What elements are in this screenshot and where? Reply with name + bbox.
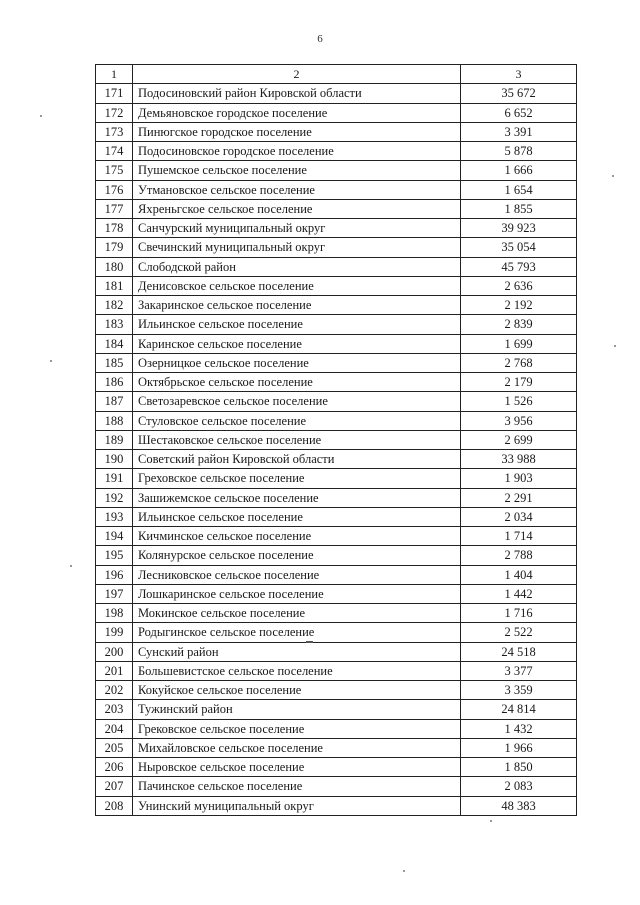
row-name-cell: Свечинский муниципальный округ bbox=[133, 238, 461, 257]
row-value-cell: 1 404 bbox=[461, 565, 577, 584]
row-number-cell: 184 bbox=[96, 334, 133, 353]
row-number-cell: 175 bbox=[96, 161, 133, 180]
row-name-cell: Мокинское сельское поселение bbox=[133, 604, 461, 623]
table-row bbox=[96, 700, 577, 719]
row-name-cell: Греховское сельское поселение bbox=[133, 469, 461, 488]
table-row bbox=[96, 411, 577, 430]
row-number-cell: 193 bbox=[96, 507, 133, 526]
row-name-cell: Пинюгское городское поселение bbox=[133, 122, 461, 141]
row-name-cell: Сунский район bbox=[133, 642, 461, 661]
row-value-cell: 1 654 bbox=[461, 180, 577, 199]
row-value-cell: 1 666 bbox=[461, 161, 577, 180]
row-value-cell: 1 966 bbox=[461, 738, 577, 757]
row-number-cell: 196 bbox=[96, 565, 133, 584]
scan-speck bbox=[403, 870, 405, 872]
row-number-cell: 187 bbox=[96, 392, 133, 411]
row-number-cell: 173 bbox=[96, 122, 133, 141]
row-value-cell: 2 034 bbox=[461, 507, 577, 526]
scan-speck bbox=[40, 115, 42, 117]
row-value-cell: 48 383 bbox=[461, 796, 577, 815]
row-value-cell: 2 788 bbox=[461, 546, 577, 565]
row-number-cell: 176 bbox=[96, 180, 133, 199]
row-value-cell: 2 291 bbox=[461, 488, 577, 507]
row-name-cell: Слободской район bbox=[133, 257, 461, 276]
table-row bbox=[96, 296, 577, 315]
row-name-cell: Кичминское сельское поселение bbox=[133, 527, 461, 546]
row-name-cell: Колянурское сельское поселение bbox=[133, 546, 461, 565]
table-row bbox=[96, 527, 577, 546]
data-table bbox=[95, 64, 577, 816]
row-name-cell: Зашижемское сельское поселение bbox=[133, 488, 461, 507]
row-number-cell: 199 bbox=[96, 623, 133, 642]
row-name-cell: Кокуйское сельское поселение bbox=[133, 681, 461, 700]
row-value-cell: 3 359 bbox=[461, 681, 577, 700]
row-number-cell: 171 bbox=[96, 84, 133, 103]
row-value-cell: 1 432 bbox=[461, 719, 577, 738]
row-value-cell: 24 814 bbox=[461, 700, 577, 719]
column-header-name: 2 bbox=[133, 65, 461, 84]
scan-mark bbox=[306, 641, 313, 643]
row-value-cell: 2 192 bbox=[461, 296, 577, 315]
row-name-cell: Тужинский район bbox=[133, 700, 461, 719]
row-value-cell: 6 652 bbox=[461, 103, 577, 122]
row-number-cell: 179 bbox=[96, 238, 133, 257]
row-value-cell: 2 839 bbox=[461, 315, 577, 334]
row-value-cell: 39 923 bbox=[461, 219, 577, 238]
row-name-cell: Санчурский муниципальный округ bbox=[133, 219, 461, 238]
row-number-cell: 205 bbox=[96, 738, 133, 757]
row-number-cell: 207 bbox=[96, 777, 133, 796]
row-number-cell: 204 bbox=[96, 719, 133, 738]
row-value-cell: 1 716 bbox=[461, 604, 577, 623]
row-number-cell: 181 bbox=[96, 276, 133, 295]
row-name-cell: Закаринское сельское поселение bbox=[133, 296, 461, 315]
table-row bbox=[96, 219, 577, 238]
row-number-cell: 195 bbox=[96, 546, 133, 565]
row-value-cell: 1 855 bbox=[461, 199, 577, 218]
row-value-cell: 2 083 bbox=[461, 777, 577, 796]
column-header-value: 3 bbox=[461, 65, 577, 84]
row-name-cell: Грековское сельское поселение bbox=[133, 719, 461, 738]
table-row bbox=[96, 546, 577, 565]
table-row bbox=[96, 353, 577, 372]
row-number-cell: 190 bbox=[96, 450, 133, 469]
row-value-cell: 1 442 bbox=[461, 584, 577, 603]
table-row bbox=[96, 604, 577, 623]
row-number-cell: 201 bbox=[96, 661, 133, 680]
row-name-cell: Ильинское сельское поселение bbox=[133, 507, 461, 526]
table-row bbox=[96, 122, 577, 141]
row-value-cell: 2 179 bbox=[461, 373, 577, 392]
table-row bbox=[96, 103, 577, 122]
table-row bbox=[96, 661, 577, 680]
row-name-cell: Пачинское сельское поселение bbox=[133, 777, 461, 796]
row-value-cell: 2 768 bbox=[461, 353, 577, 372]
table-row bbox=[96, 334, 577, 353]
row-name-cell: Ныровское сельское поселение bbox=[133, 758, 461, 777]
table-row bbox=[96, 507, 577, 526]
scan-speck bbox=[614, 345, 616, 347]
scan-speck bbox=[50, 360, 52, 362]
row-value-cell: 35 672 bbox=[461, 84, 577, 103]
row-number-cell: 186 bbox=[96, 373, 133, 392]
row-number-cell: 192 bbox=[96, 488, 133, 507]
row-value-cell: 33 988 bbox=[461, 450, 577, 469]
row-number-cell: 203 bbox=[96, 700, 133, 719]
row-name-cell: Демьяновское городское поселение bbox=[133, 103, 461, 122]
row-name-cell: Октябрьское сельское поселение bbox=[133, 373, 461, 392]
row-name-cell: Шестаковское сельское поселение bbox=[133, 430, 461, 449]
table-row bbox=[96, 450, 577, 469]
row-value-cell: 2 522 bbox=[461, 623, 577, 642]
row-number-cell: 202 bbox=[96, 681, 133, 700]
scan-speck bbox=[490, 820, 492, 822]
table-row bbox=[96, 719, 577, 738]
table-row bbox=[96, 180, 577, 199]
row-name-cell: Светозаревское сельское поселение bbox=[133, 392, 461, 411]
row-name-cell: Михайловское сельское поселение bbox=[133, 738, 461, 757]
row-number-cell: 183 bbox=[96, 315, 133, 334]
table-row bbox=[96, 84, 577, 103]
table-row bbox=[96, 469, 577, 488]
row-name-cell: Каринское сельское поселение bbox=[133, 334, 461, 353]
scan-speck bbox=[70, 565, 72, 567]
table-row bbox=[96, 373, 577, 392]
table-row bbox=[96, 565, 577, 584]
row-value-cell: 1 526 bbox=[461, 392, 577, 411]
table-row bbox=[96, 681, 577, 700]
row-name-cell: Родыгинское сельское поселение bbox=[133, 623, 461, 642]
table-row bbox=[96, 642, 577, 661]
row-name-cell: Лошкаринское сельское поселение bbox=[133, 584, 461, 603]
row-value-cell: 1 714 bbox=[461, 527, 577, 546]
row-name-cell: Унинский муниципальный округ bbox=[133, 796, 461, 815]
row-number-cell: 178 bbox=[96, 219, 133, 238]
row-name-cell: Лесниковское сельское поселение bbox=[133, 565, 461, 584]
table-row bbox=[96, 623, 577, 642]
table-row bbox=[96, 238, 577, 257]
table-row bbox=[96, 257, 577, 276]
row-name-cell: Яхреньгское сельское поселение bbox=[133, 199, 461, 218]
row-name-cell: Денисовское сельское поселение bbox=[133, 276, 461, 295]
row-number-cell: 180 bbox=[96, 257, 133, 276]
row-number-cell: 206 bbox=[96, 758, 133, 777]
row-name-cell: Большевистское сельское поселение bbox=[133, 661, 461, 680]
table-header-row bbox=[96, 65, 577, 84]
row-value-cell: 2 699 bbox=[461, 430, 577, 449]
column-header-number: 1 bbox=[96, 65, 133, 84]
row-name-cell: Утмановское сельское поселение bbox=[133, 180, 461, 199]
row-value-cell: 24 518 bbox=[461, 642, 577, 661]
row-number-cell: 198 bbox=[96, 604, 133, 623]
row-name-cell: Подосиновское городское поселение bbox=[133, 142, 461, 161]
row-number-cell: 197 bbox=[96, 584, 133, 603]
row-name-cell: Пушемское сельское поселение bbox=[133, 161, 461, 180]
table-row bbox=[96, 488, 577, 507]
row-number-cell: 182 bbox=[96, 296, 133, 315]
row-number-cell: 194 bbox=[96, 527, 133, 546]
row-number-cell: 185 bbox=[96, 353, 133, 372]
table-row bbox=[96, 142, 577, 161]
table-row bbox=[96, 796, 577, 815]
row-name-cell: Ильинское сельское поселение bbox=[133, 315, 461, 334]
table-row bbox=[96, 584, 577, 603]
row-number-cell: 174 bbox=[96, 142, 133, 161]
row-name-cell: Подосиновский район Кировской области bbox=[133, 84, 461, 103]
table-row bbox=[96, 430, 577, 449]
table-row bbox=[96, 738, 577, 757]
row-value-cell: 1 850 bbox=[461, 758, 577, 777]
table-row bbox=[96, 392, 577, 411]
table-row bbox=[96, 199, 577, 218]
row-value-cell: 45 793 bbox=[461, 257, 577, 276]
row-name-cell: Советский район Кировской области bbox=[133, 450, 461, 469]
row-value-cell: 3 391 bbox=[461, 122, 577, 141]
page-number: 6 bbox=[317, 33, 323, 45]
table-row bbox=[96, 777, 577, 796]
row-number-cell: 172 bbox=[96, 103, 133, 122]
table-row bbox=[96, 276, 577, 295]
row-value-cell: 3 956 bbox=[461, 411, 577, 430]
row-name-cell: Стуловское сельское поселение bbox=[133, 411, 461, 430]
row-number-cell: 188 bbox=[96, 411, 133, 430]
row-value-cell: 1 699 bbox=[461, 334, 577, 353]
row-number-cell: 191 bbox=[96, 469, 133, 488]
row-value-cell: 5 878 bbox=[461, 142, 577, 161]
scan-speck bbox=[612, 175, 614, 177]
row-number-cell: 200 bbox=[96, 642, 133, 661]
row-name-cell: Озерницкое сельское поселение bbox=[133, 353, 461, 372]
table-row bbox=[96, 315, 577, 334]
row-value-cell: 2 636 bbox=[461, 276, 577, 295]
table-row bbox=[96, 161, 577, 180]
row-number-cell: 177 bbox=[96, 199, 133, 218]
row-value-cell: 3 377 bbox=[461, 661, 577, 680]
row-value-cell: 1 903 bbox=[461, 469, 577, 488]
row-number-cell: 189 bbox=[96, 430, 133, 449]
table-row bbox=[96, 758, 577, 777]
row-number-cell: 208 bbox=[96, 796, 133, 815]
row-value-cell: 35 054 bbox=[461, 238, 577, 257]
